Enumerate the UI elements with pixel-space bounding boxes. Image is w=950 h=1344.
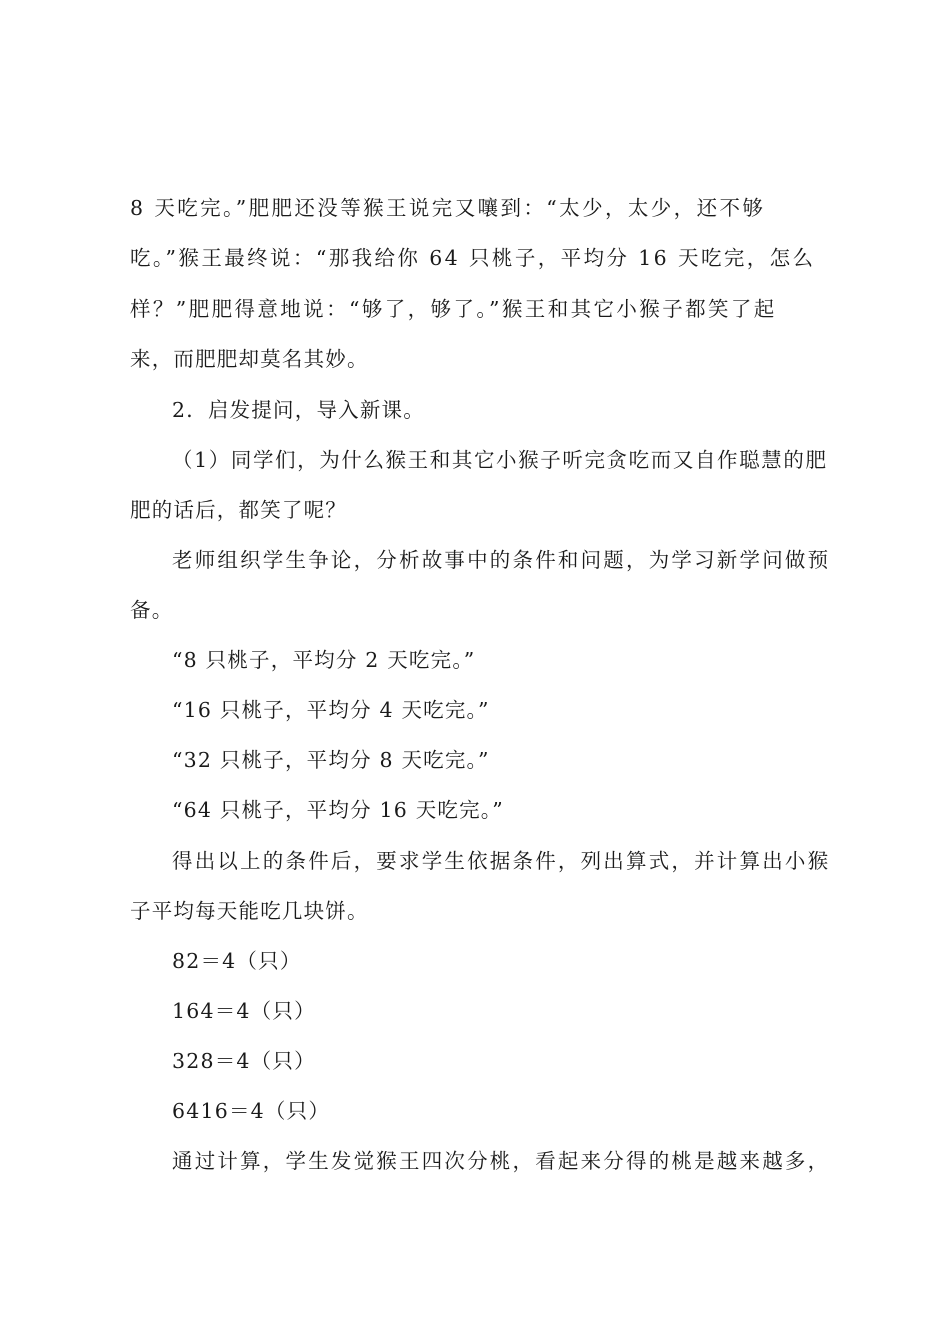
question-line: （1）同学们，为什么猴王和其它小猴子听完贪吃而又自作聪慧的肥	[172, 448, 828, 472]
paragraph-line: 得出以上的条件后，要求学生依据条件，列出算式，并计算出小猴	[172, 849, 831, 873]
paragraph-line: 来，而肥肥却莫名其妙。	[130, 347, 369, 371]
equation-line: 164＝4（只）	[172, 999, 316, 1023]
quote-line: “64 只桃子，平均分 16 天吃完。”	[172, 798, 504, 822]
equation-line: 82＝4（只）	[172, 949, 302, 973]
paragraph-line: 吃。”猴王最终说：“那我给你 64 只桃子，平均分 16 天吃完，怎么	[130, 246, 816, 270]
equation-line: 6416＝4（只）	[172, 1099, 331, 1123]
paragraph-line: 样？”肥肥得意地说：“够了，够了。”猴王和其它小猴子都笑了起	[130, 297, 777, 321]
equation-line: 328＝4（只）	[172, 1049, 316, 1073]
paragraph-line: 子平均每天能吃几块饼。	[130, 899, 369, 923]
quote-line: “8 只桃子，平均分 2 天吃完。”	[172, 648, 476, 672]
quote-line: “32 只桃子，平均分 8 天吃完。”	[172, 748, 490, 772]
question-line: 肥的话后，都笑了呢？	[130, 498, 347, 522]
paragraph-line: 8 天吃完。”肥肥还没等猴王说完又嚷到：“太少，太少，还不够	[130, 196, 766, 220]
section-heading: 2．启发提问，导入新课。	[172, 398, 425, 422]
paragraph-line: 通过计算，学生发觉猴王四次分桃，看起来分得的桃是越来越多，	[172, 1149, 831, 1173]
paragraph-line: 备。	[130, 598, 174, 622]
paragraph-line: 老师组织学生争论，分析故事中的条件和问题，为学习新学问做预	[172, 548, 831, 572]
quote-line: “16 只桃子，平均分 4 天吃完。”	[172, 698, 490, 722]
